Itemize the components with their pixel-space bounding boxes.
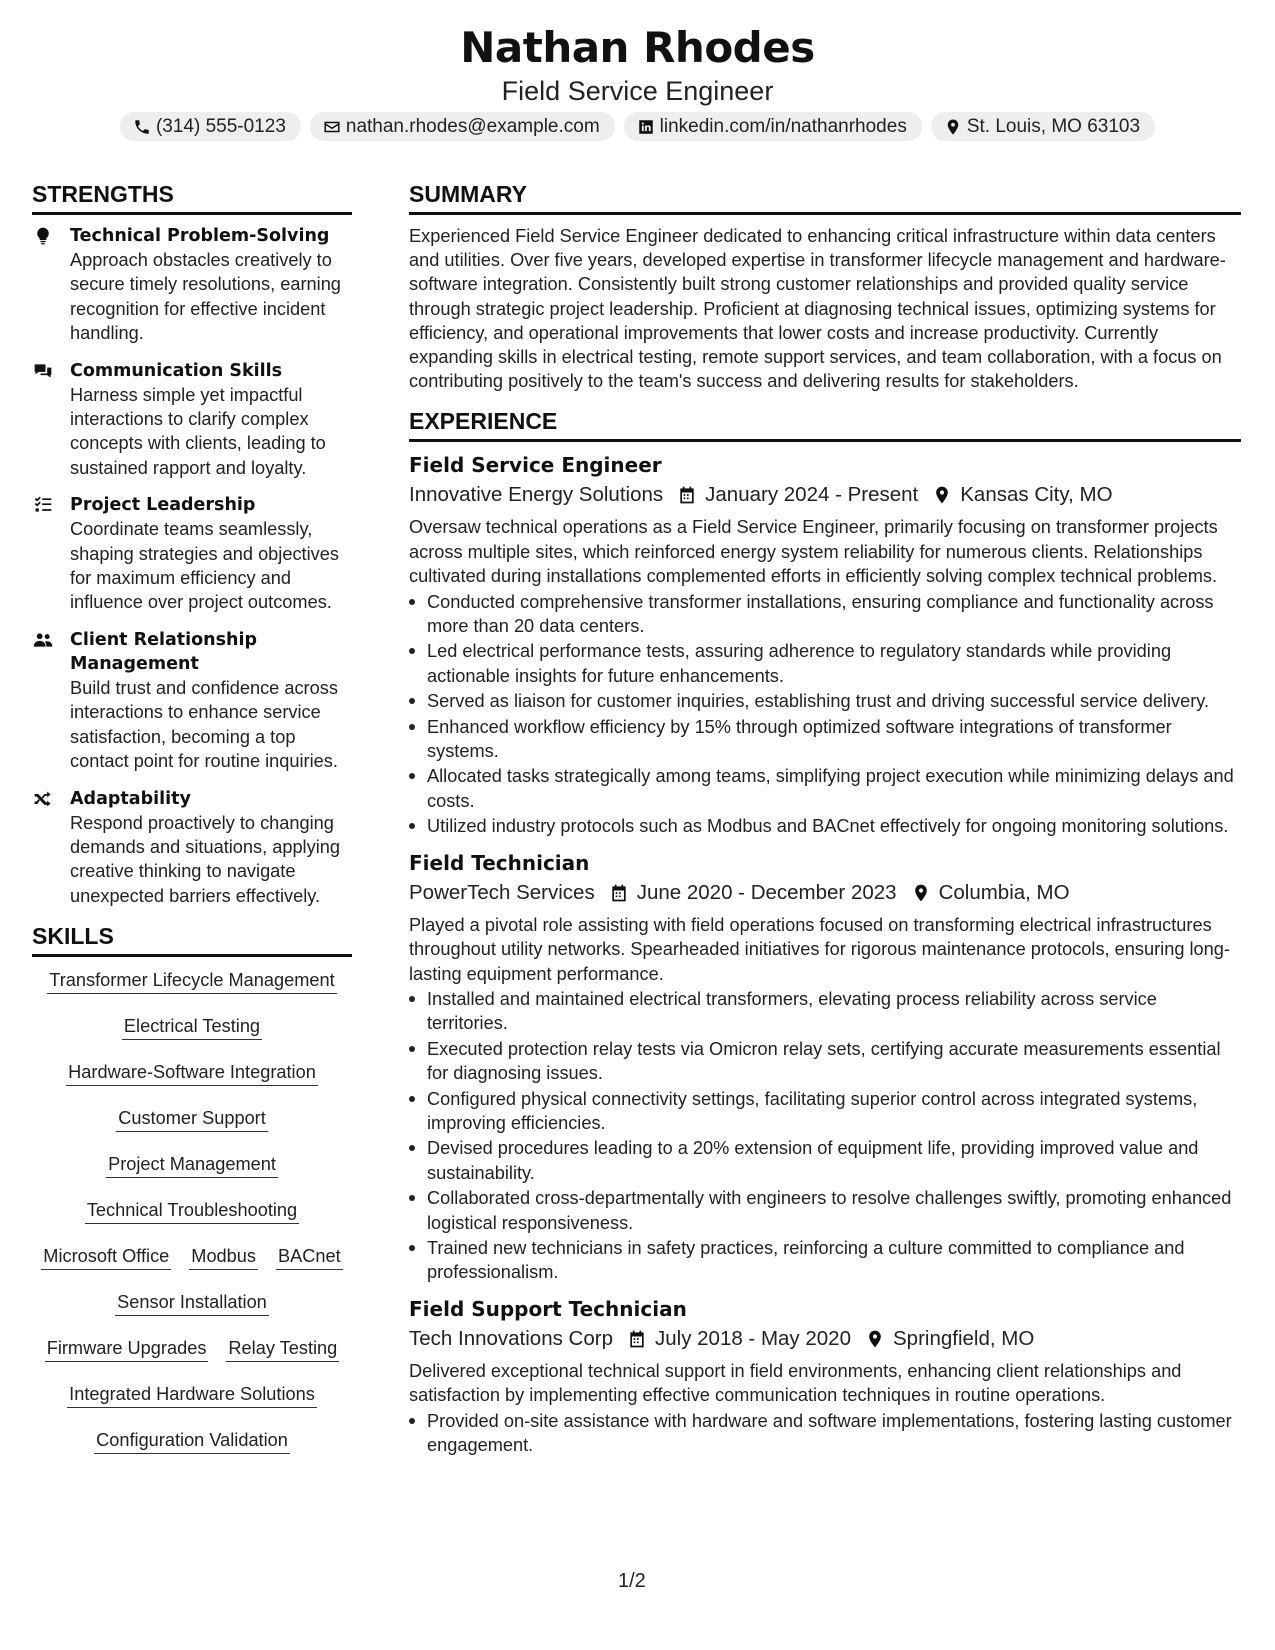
job-dates: January 2024 - Present	[705, 483, 919, 507]
skill-tag: Customer Support	[116, 1106, 268, 1132]
job-dates: June 2020 - December 2023	[636, 880, 897, 904]
map-pin-icon	[944, 118, 962, 136]
job-bullet: Configured physical connectivity settings, facilitating superior control across integrated systems, improving efficiencies.	[409, 1087, 1241, 1136]
contact-email[interactable]	[310, 112, 615, 141]
skill-tag: Relay Testing	[226, 1336, 339, 1362]
lightbulb-icon	[32, 226, 54, 246]
job-bullet: Devised procedures leading to a 20% extension of equipment life, providing improved value and sustainability.	[409, 1136, 1241, 1185]
right-column	[409, 180, 1241, 1467]
skill-tag: Project Management	[106, 1152, 278, 1178]
job-company: PowerTech Services	[409, 880, 595, 904]
job-bullet: Enhanced workflow efficiency by 15% through optimized software integrations of transformer systems.	[409, 715, 1241, 764]
contact-bar	[0, 112, 1275, 141]
strength-desc: Coordinate teams seamlessly, shaping strategies and objectives for maximum efficiency and influence over project outcomes.	[70, 519, 339, 613]
contact-linkedin-text: linkedin.com/in/nathanrhodes	[659, 115, 907, 137]
job-location: Columbia, MO	[938, 880, 1070, 904]
job-bullet: Conducted comprehensive transformer installations, ensuring compliance and functionality across more than 20 data centers.	[409, 590, 1241, 639]
job-meta	[409, 877, 1241, 909]
job-bullet: Led electrical performance tests, assuring adherence to regulatory standards while providing actionable insights for future enhancements.	[409, 639, 1241, 688]
contact-linkedin[interactable]	[624, 112, 922, 141]
strength-title: Project Leadership	[70, 495, 256, 516]
job-title: Field Technician	[409, 850, 590, 875]
skill-tag: Hardware-Software Integration	[66, 1060, 318, 1086]
contact-phone-text: (314) 555-0123	[155, 115, 286, 137]
job-bullet: Served as liaison for customer inquiries, establishing trust and driving successful service delivery.	[409, 689, 1241, 713]
job-location: Springfield, MO	[893, 1326, 1035, 1350]
candidate-name: Nathan Rhodes	[460, 23, 815, 72]
map-pin-icon	[932, 485, 952, 505]
skill-tag: Microsoft Office	[41, 1244, 171, 1270]
map-pin-icon	[911, 883, 931, 903]
strength-title: Adaptability	[70, 788, 191, 809]
skill-tag: Transformer Lifecycle Management	[47, 968, 336, 994]
calendar-icon	[609, 883, 629, 903]
skill-tag: BACnet	[276, 1244, 343, 1270]
resume-header	[0, 22, 1275, 108]
linkedin-icon	[637, 118, 655, 136]
strength-item	[32, 787, 352, 909]
skill-tag: Electrical Testing	[122, 1014, 262, 1040]
left-column	[32, 180, 352, 1474]
job-bullet: Trained new technicians in safety practices, reinforcing a culture committed to compliance and professionalism.	[409, 1236, 1241, 1285]
job-bullet: Collaborated cross-departmentally with engineers to resolve challenges swiftly, promoting enhanced logistical responsiveness.	[409, 1186, 1241, 1235]
comments-icon	[32, 361, 54, 381]
strengths-heading: STRENGTHS	[32, 180, 352, 215]
job-entry	[409, 1295, 1241, 1458]
job-bullet: Executed protection relay tests via Omicron relay sets, certifying accurate measurements essential for diagnosing issues.	[409, 1037, 1241, 1086]
strength-desc: Build trust and confidence across interactions to enhance service satisfaction, becoming a top contact point for routine inquiries.	[70, 677, 338, 772]
job-company: Innovative Energy Solutions	[409, 483, 664, 507]
summary-text: Experienced Field Service Engineer dedicated to enhancing critical infrastructure within data centers and utilities. Over five years, developed expertise in transformer lifecycle management and hardware-software integration. Consistently built strong customer relationships and provided quality service through strategic project leadership. Proficient at diagnosing technical issues, optimizing systems for efficiency, and operational improvements that lower costs and increase productivity. Currently expanding skills in electrical testing, remote support services, and team collaboration, with a focus on contributing positively to the team's success and delivering results for stakeholders.	[409, 226, 1226, 392]
job-entry	[409, 451, 1241, 838]
skill-tag: Configuration Validation	[94, 1428, 290, 1454]
job-meta	[409, 479, 1241, 511]
job-bullet: Installed and maintained electrical transformers, elevating process reliability across service territories.	[409, 987, 1241, 1036]
calendar-icon	[627, 1329, 647, 1349]
contact-location	[931, 112, 1155, 141]
strength-item	[32, 359, 352, 481]
job-bullets	[409, 1409, 1241, 1458]
candidate-title: Field Service Engineer	[501, 76, 774, 106]
job-title: Field Support Technician	[409, 1296, 687, 1321]
strength-title: Client Relationship Management	[70, 629, 258, 674]
task-list-icon	[32, 495, 54, 515]
skills-heading: SKILLS	[32, 922, 352, 957]
contact-email-text: nathan.rhodes@example.com	[345, 115, 600, 137]
strength-desc: Approach obstacles creatively to secure timely resolutions, earning recognition for effective incident handling.	[70, 250, 341, 344]
skill-tag: Technical Troubleshooting	[85, 1198, 299, 1224]
job-bullet: Allocated tasks strategically among teams, simplifying project execution while minimizing delays and costs.	[409, 764, 1241, 813]
skills-list	[32, 966, 352, 1474]
strength-item	[32, 224, 352, 346]
job-entry	[409, 849, 1241, 1285]
job-bullet: Provided on-site assistance with hardware and software implementations, fostering lasting customer engagement.	[409, 1409, 1241, 1458]
calendar-icon	[677, 485, 697, 505]
contact-location-text: St. Louis, MO 63103	[966, 115, 1141, 137]
strength-title: Communication Skills	[70, 360, 283, 381]
job-company: Tech Innovations Corp	[409, 1326, 613, 1350]
map-pin-icon	[865, 1329, 885, 1349]
skill-tag: Firmware Upgrades	[45, 1336, 209, 1362]
strength-desc: Respond proactively to changing demands and situations, applying creative thinking to navigate unexpected barriers effectively.	[70, 812, 340, 906]
strength-item	[32, 628, 352, 774]
job-description: Played a pivotal role assisting with field operations focused on transforming electrical infrastructures throughout utility networks. Spearheaded initiatives for rigorous maintenance protocols, ensuring long-lasting equipment performance.	[409, 914, 1230, 984]
strength-title: Technical Problem-Solving	[70, 226, 330, 246]
summary-heading: SUMMARY	[409, 180, 1241, 215]
phone-icon	[133, 118, 151, 136]
job-dates: July 2018 - May 2020	[654, 1326, 851, 1350]
strength-desc: Harness simple yet impactful interactions to clarify complex concepts with clients, leading to sustained rapport and loyalty.	[70, 384, 326, 478]
job-description: Delivered exceptional technical support in field environments, enhancing client relationships and satisfaction by implementing effective communication techniques in routine operations.	[409, 1360, 1182, 1406]
skill-tag: Sensor Installation	[115, 1290, 269, 1316]
job-bullets	[409, 590, 1241, 839]
skill-tag: Modbus	[189, 1244, 258, 1270]
job-location: Kansas City, MO	[960, 483, 1113, 507]
strength-item	[32, 493, 352, 615]
skill-tag: Integrated Hardware Solutions	[67, 1382, 317, 1408]
job-meta	[409, 1323, 1241, 1355]
job-title: Field Service Engineer	[409, 453, 662, 478]
job-bullet: Utilized industry protocols such as Modbus and BACnet effectively for ongoing monitoring solutions.	[409, 814, 1241, 838]
envelope-icon	[323, 118, 341, 136]
user-group-icon	[32, 630, 54, 650]
shuffle-icon	[32, 789, 54, 809]
experience-heading: EXPERIENCE	[409, 407, 1241, 442]
page-number: 1/2	[618, 1570, 646, 1592]
contact-phone[interactable]	[120, 112, 301, 141]
job-description: Oversaw technical operations as a Field Service Engineer, primarily focusing on transformer projects across multiple sites, which reinforced energy system reliability for numerous clients. Relationships cultivated during installations complemented efforts in efficiently solving complex technical problems.	[409, 517, 1218, 587]
job-bullets	[409, 987, 1241, 1285]
